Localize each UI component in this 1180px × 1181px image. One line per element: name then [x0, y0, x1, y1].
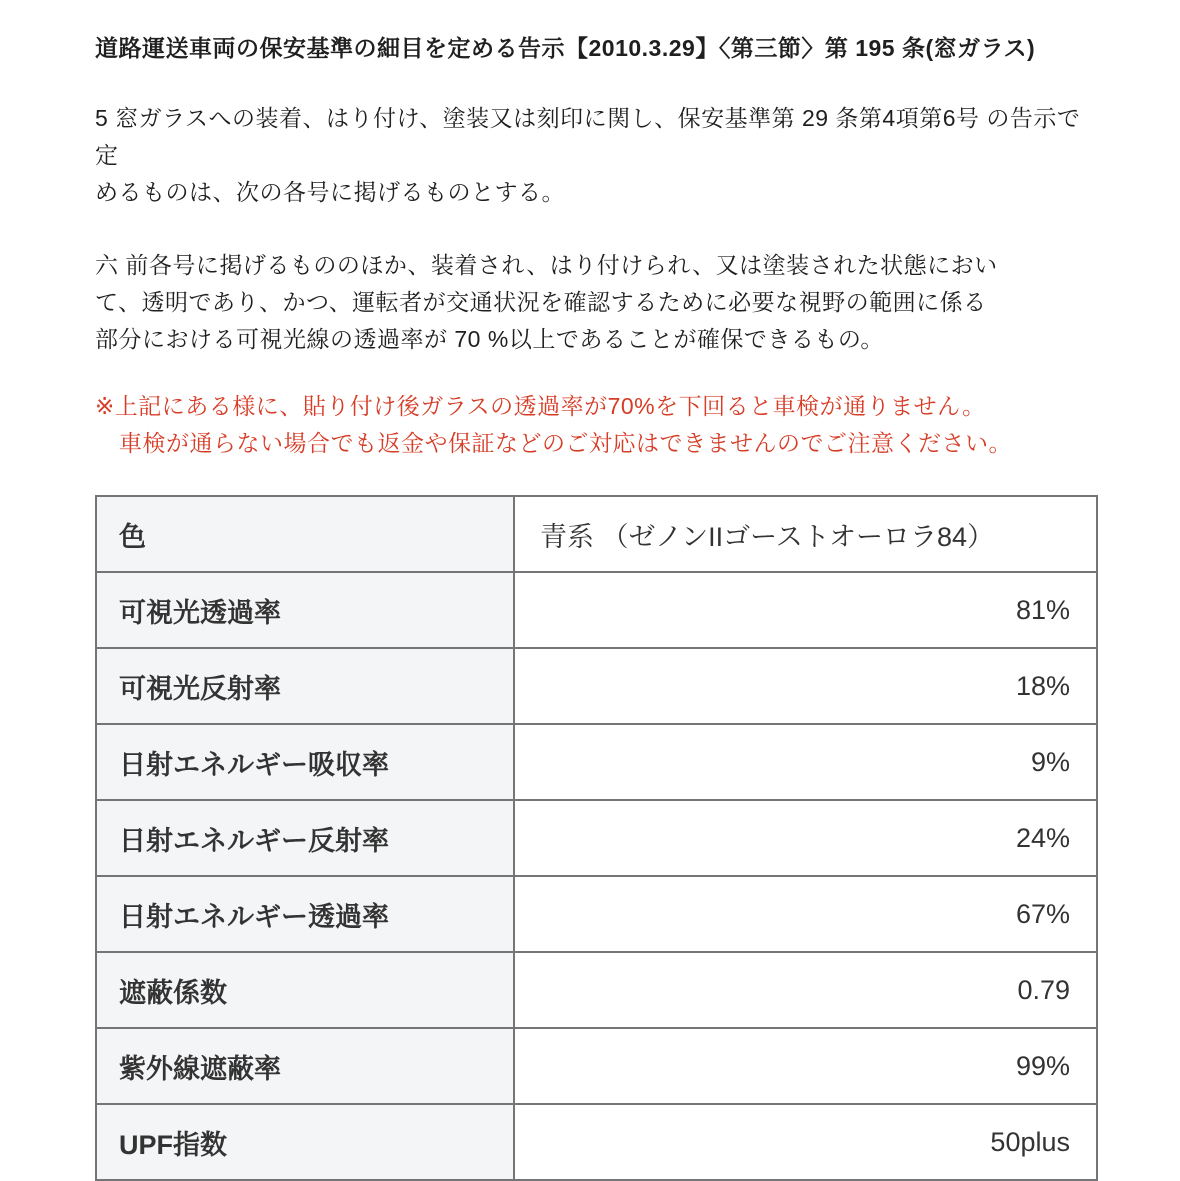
warning-note: [95, 388, 1100, 462]
spec-value: 24%: [514, 800, 1097, 876]
spec-value: 50plus: [514, 1104, 1097, 1180]
paragraph-clause-5: [95, 100, 1100, 211]
spec-value: 67%: [514, 876, 1097, 952]
spec-value: 青系 （ゼノンIIゴーストオーロラ84）: [514, 496, 1097, 572]
paragraph-line: 部分における可視光線の透過率が 70 %以上であることが確保できるもの。: [95, 326, 884, 352]
spec-label: 日射エネルギー反射率: [96, 800, 514, 876]
table-row-solar-energy-reflectance: [96, 800, 1097, 876]
spec-label: UPF指数: [96, 1104, 514, 1180]
spec-value: 81%: [514, 572, 1097, 648]
table-row-visible-light-transmittance: [96, 572, 1097, 648]
spec-label: 可視光反射率: [96, 648, 514, 724]
spec-table: [95, 495, 1098, 1181]
spec-label: 色: [96, 496, 514, 572]
table-row-solar-energy-transmittance: [96, 876, 1097, 952]
paragraph-line: て、透明であり、かつ、運転者が交通状況を確認するために必要な視野の範囲に係る: [95, 289, 987, 315]
spec-value: 0.79: [514, 952, 1097, 1028]
spec-value: 99%: [514, 1028, 1097, 1104]
spec-label: 日射エネルギー透過率: [96, 876, 514, 952]
warning-line: 車検が通らない場合でも返金や保証などのご対応はできませんのでご注意ください。: [119, 430, 1012, 456]
table-row-visible-light-reflectance: [96, 648, 1097, 724]
spec-label: 遮蔽係数: [96, 952, 514, 1028]
table-row-solar-energy-absorptance: [96, 724, 1097, 800]
table-row-color: [96, 496, 1097, 572]
paragraph-clause-6: [95, 247, 1100, 358]
spec-value: 18%: [514, 648, 1097, 724]
spec-label: 可視光透過率: [96, 572, 514, 648]
spec-label: 紫外線遮蔽率: [96, 1028, 514, 1104]
paragraph-line: 5 窓ガラスへの装着、はり付け、塗装又は刻印に関し、保安基準第 29 条第4項第6号 の告示で定: [95, 105, 1081, 168]
paragraph-line: 六 前各号に掲げるもののほか、装着され、はり付けられ、又は塗装された状態におい: [95, 252, 998, 278]
table-row-uv-blocking-rate: [96, 1028, 1097, 1104]
document-title: 道路運送車両の保安基準の細目を定める告示【2010.3.29】〈第三節〉第 195 条(窓ガラス): [95, 35, 1036, 61]
spec-value: 9%: [514, 724, 1097, 800]
table-row-shading-coefficient: [96, 952, 1097, 1028]
warning-line: ※上記にある様に、貼り付け後ガラスの透過率が70%を下回ると車検が通りません。: [95, 393, 986, 419]
spec-label: 日射エネルギー吸収率: [96, 724, 514, 800]
paragraph-line: めるものは、次の各号に掲げるものとする。: [95, 179, 565, 205]
document-body: [95, 0, 1100, 1181]
table-row-upf-index: [96, 1104, 1097, 1180]
